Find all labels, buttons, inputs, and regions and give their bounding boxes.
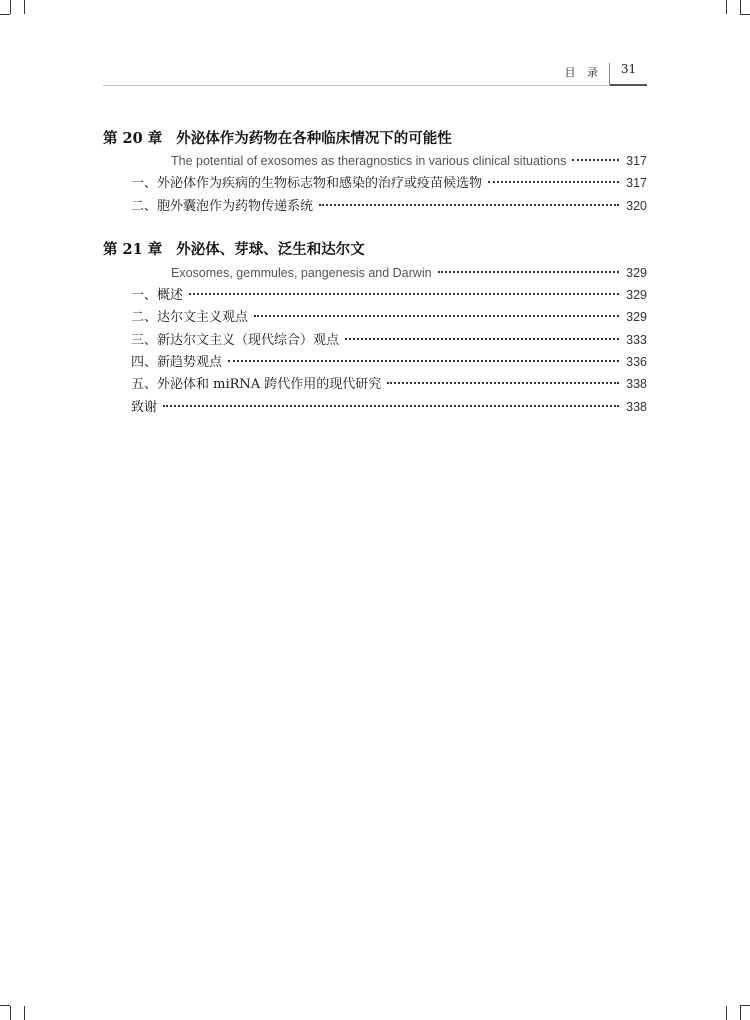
crop-mark-top-right-h: [740, 14, 750, 15]
section-title: 二、胞外囊泡作为药物传递系统: [131, 198, 314, 214]
page-number: 329: [626, 288, 647, 303]
running-header-page-number: 31: [620, 62, 637, 76]
chapter-21: [103, 236, 647, 418]
page-number: 336: [626, 355, 647, 370]
toc-entry[interactable]: [103, 306, 647, 328]
crop-mark-bottom-right-v: [726, 1006, 727, 1020]
running-header-title: 目 录: [564, 66, 602, 79]
section-title: 五、外泌体和 miRNA 跨代作用的现代研究: [131, 377, 382, 393]
running-header-separator: [609, 63, 610, 85]
page-number: 338: [626, 377, 647, 392]
chapter-label: 第 20 章: [103, 129, 163, 147]
header-rule-accent: [610, 84, 647, 86]
table-of-contents: [103, 124, 647, 437]
dot-leader: [387, 382, 619, 384]
page-number: 317: [626, 154, 647, 168]
section-title: 一、外泌体作为疾病的生物标志物和感染的治疗或疫苗候选物: [131, 176, 483, 192]
page-number: 329: [626, 310, 647, 325]
page-number: 338: [626, 399, 647, 414]
dot-leader: [228, 360, 619, 362]
toc-entry[interactable]: [103, 351, 647, 373]
dot-leader: [345, 338, 619, 340]
chapter-title: 外泌体、芽球、泛生和达尔文: [176, 242, 365, 259]
chapter-20: [103, 124, 647, 217]
toc-entry-english-title[interactable]: [103, 262, 647, 284]
english-title: Exosomes, gemmules, pangenesis and Darwin: [171, 265, 432, 280]
dot-leader: [189, 293, 619, 295]
toc-entry[interactable]: [103, 284, 647, 306]
chapter-heading[interactable]: [103, 124, 647, 150]
dot-leader: [438, 271, 619, 273]
section-title: 四、新趋势观点: [131, 355, 223, 371]
page-number: 329: [626, 265, 647, 280]
header-rule: [103, 85, 647, 86]
toc-entry[interactable]: [103, 329, 647, 351]
english-title: The potential of exosomes as theragnostics in various clinical situations: [171, 154, 567, 168]
dot-leader: [488, 181, 619, 183]
chapter-title: 外泌体作为药物在各种临床情况下的可能性: [176, 130, 452, 147]
section-title: 一、概述: [131, 288, 184, 304]
crop-mark-top-left-v2: [24, 0, 25, 14]
crop-mark-top-right-v: [726, 0, 727, 14]
crop-mark-bottom-right-h: [740, 1005, 750, 1006]
crop-mark-bottom-left-v2: [24, 1006, 25, 1020]
toc-entry[interactable]: [103, 195, 647, 217]
dot-leader: [319, 204, 619, 206]
dot-leader: [572, 159, 619, 161]
crop-mark-bottom-left-v: [10, 1006, 11, 1020]
toc-entry[interactable]: [103, 172, 647, 194]
dot-leader: [254, 315, 619, 317]
section-title: 三、新达尔文主义（现代综合）观点: [131, 332, 340, 348]
chapter-label: 第 21 章: [103, 241, 163, 259]
toc-entry-english-title[interactable]: [103, 150, 647, 172]
section-title: 致谢: [131, 399, 158, 415]
section-title: 二、达尔文主义观点: [131, 310, 249, 326]
dot-leader: [163, 405, 619, 407]
crop-mark-bottom-right-v2: [740, 1006, 741, 1020]
page-number: 320: [626, 198, 647, 213]
crop-mark-top-left-v: [10, 0, 11, 14]
page-number: 317: [626, 176, 647, 191]
chapter-heading[interactable]: [103, 236, 647, 262]
toc-entry-acknowledgements[interactable]: [103, 396, 647, 418]
toc-entry[interactable]: [103, 373, 647, 395]
crop-mark-top-left-h: [0, 14, 10, 15]
crop-mark-bottom-left-h: [0, 1005, 10, 1006]
page-number: 333: [626, 332, 647, 347]
crop-mark-top-right-v2: [740, 0, 741, 14]
